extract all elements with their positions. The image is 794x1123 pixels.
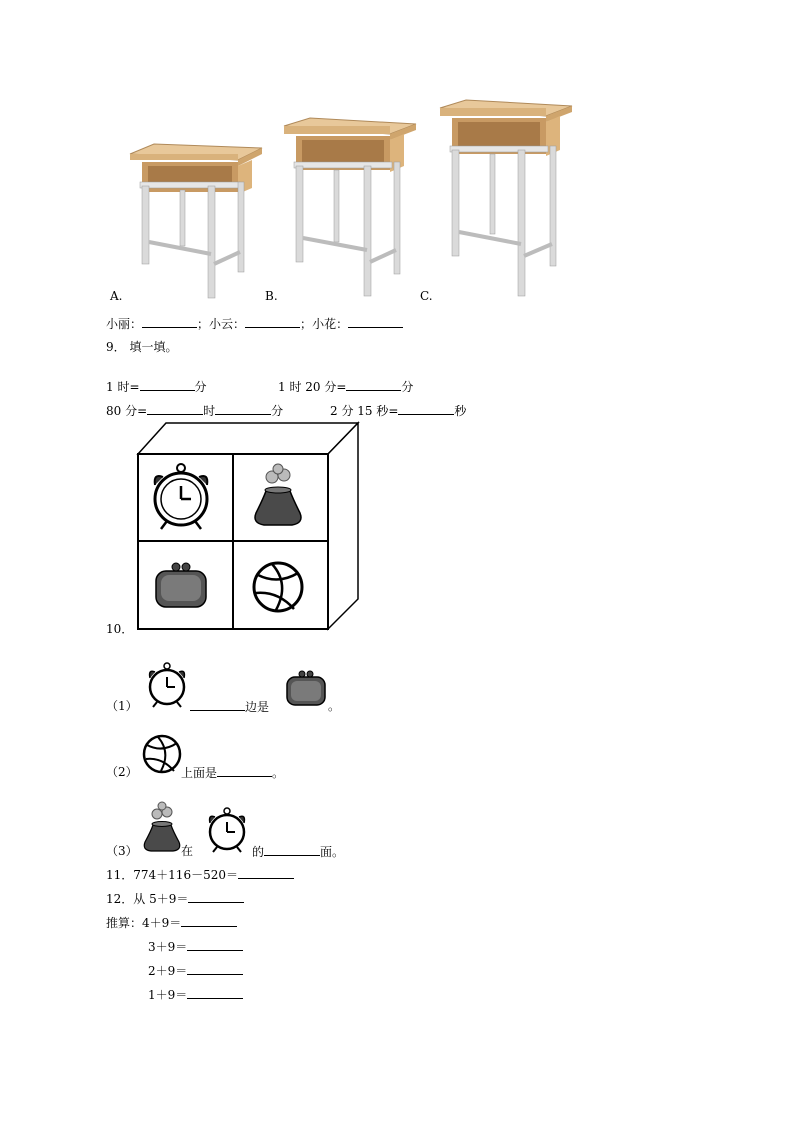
sub-question-text: 边是 [245,700,270,714]
xiaohua-answer-blank[interactable] [348,315,403,328]
answer-blank[interactable] [238,866,294,879]
unit-text: 秒 [454,404,467,418]
separator: ； [197,317,210,331]
answer-blank[interactable] [398,402,454,415]
q10-sub1-text [190,698,269,715]
xiaoyun-label: 小云： [209,317,246,331]
q12 [106,890,244,907]
q9-item-4 [330,402,466,419]
unit-text: 分 [194,380,207,394]
answer-blank[interactable] [346,378,401,391]
question-title: 填一填。 [129,340,178,354]
option-b-label: B. [265,289,278,303]
sub-question-label: （2） [106,765,138,779]
unit-text: 分 [271,404,284,418]
desk-a-illustration [128,142,268,302]
desk-c-illustration [438,98,578,303]
flower-vase-icon [143,797,183,853]
sentence-end: 。 [272,766,285,780]
xiaoyun-answer-blank[interactable] [245,315,300,328]
item-text: 1 时 20 分= [278,380,347,394]
q12-line [148,938,243,955]
basketball-icon [142,733,184,775]
q9-item-1 [106,378,207,395]
q10-sub3-text [252,843,344,860]
alarm-clock-icon [203,802,253,856]
question-text: 11．774＋116－520＝ [106,868,238,882]
sub-question-label: （3） [106,844,138,858]
answer-blank[interactable] [217,764,272,777]
sub-question-text: 的 [252,845,265,859]
answer-blank[interactable] [187,986,243,999]
separator: ； [300,317,313,331]
q11 [106,866,294,883]
answer-blank[interactable] [187,938,243,951]
q8-answer-line [106,315,403,332]
xiaoli-label: 小丽： [106,317,143,331]
answer-blank[interactable] [188,890,244,903]
sub-question-label: （1） [106,699,138,713]
alarm-clock-icon [143,658,193,710]
answer-blank[interactable] [190,698,245,711]
basketball-icon [254,563,302,611]
sub-question-text: 上面是 [181,766,218,780]
item-text: 1 时= [106,380,140,394]
q12-line [148,962,243,979]
answer-blank[interactable] [264,843,320,856]
equation-text: 3＋9＝ [148,940,188,954]
answer-blank[interactable] [187,962,243,975]
sentence-end: 。 [328,699,341,713]
sentence-end: 面。 [320,845,345,859]
item-text: 2 分 15 秒= [330,404,399,418]
answer-blank[interactable] [140,378,195,391]
sub-question-text: 在 [181,844,194,858]
q12-line [148,986,243,1003]
q12-infer-line [106,914,237,931]
answer-blank[interactable] [181,914,237,927]
desk-b-illustration [282,116,422,306]
answer-blank[interactable] [147,402,203,415]
xiaoli-answer-blank[interactable] [142,315,197,328]
answer-blank[interactable] [215,402,271,415]
equation-text: 4＋9＝ [142,916,182,930]
q9-item-3 [106,402,283,419]
q10-number: 10． [106,622,134,636]
q10-sub2-text [181,764,284,781]
infer-label: 推算： [106,916,143,930]
question-text: 12．从 5＋9＝ [106,892,189,906]
item-text: 80 分= [106,404,148,418]
equation-text: 1＋9＝ [148,988,188,1002]
question-number: 9． [106,340,126,354]
option-c-label: C. [420,289,433,303]
cabinet-illustration [136,421,362,633]
q9-heading [106,339,177,355]
unit-text: 分 [401,380,414,394]
purse-icon [284,664,330,710]
q9-item-2 [278,378,413,395]
xiaohua-label: 小花： [312,317,349,331]
unit-text: 时 [203,404,216,418]
option-a-label: A. [110,289,123,303]
equation-text: 2＋9＝ [148,964,188,978]
